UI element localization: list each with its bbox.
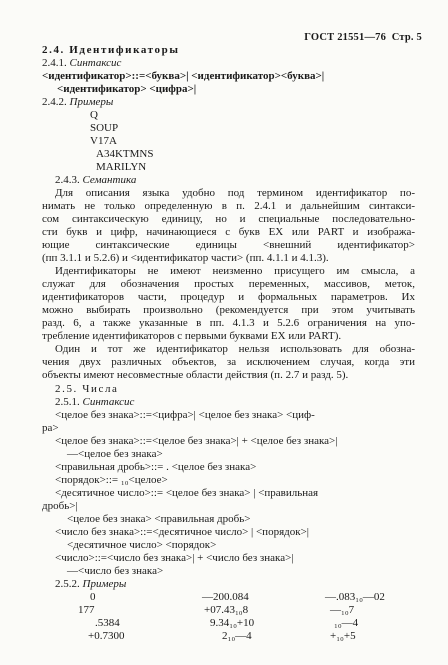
- paragraph-line: служат для обозначения простых переменных, массивов, меток,: [42, 278, 415, 290]
- paragraph-line: нимать не только определенную в п. 2.4.1 и дальнейшим синтакси-: [42, 200, 415, 212]
- section-title-identifiers: 2.4. Идентификаторы: [42, 44, 180, 56]
- syntax-line: дробь>|: [42, 500, 78, 512]
- number-example: —₁₀7: [330, 604, 355, 616]
- number-example: 2₁₀—4: [222, 630, 252, 642]
- number-example: 177: [78, 604, 95, 616]
- syntax-title: 2.5.1. Синтаксис: [55, 396, 135, 408]
- paragraph-line: чения двух различных объектов, за исключением случая, когда эти: [42, 356, 415, 368]
- syntax-line: <десятичное число> <порядок>: [67, 539, 217, 551]
- paragraph-line: Идентификаторы не имеют неизменно присущего им смысла, а: [55, 265, 415, 277]
- syntax-line: <целое без знака>::=<цифра>| <целое без знака> <циф-: [55, 409, 315, 421]
- syntax-line: <правильная дробь>::= . <целое без знака>: [55, 461, 257, 473]
- number-example: +07.43₁₀8: [204, 604, 249, 616]
- number-example: +₁₀+5: [330, 630, 356, 642]
- examples-title: 2.5.2. Примеры: [55, 578, 127, 590]
- examples-title: 2.4.2. Примеры: [42, 96, 114, 108]
- paragraph-line: Для описания языка удобно под термином идентификатор по-: [55, 187, 415, 199]
- paragraph-line: разд. 6, а также указанные в пп. 4.1.3 и 5.2.6 ограничения на упо-: [42, 317, 415, 329]
- gost-number: ГОСТ 21551—76: [304, 32, 387, 43]
- example-identifier: MARILYN: [96, 161, 147, 173]
- number-example: +0.7300: [88, 630, 125, 642]
- example-identifier: A34KTMNS: [96, 148, 154, 160]
- paragraph-line: можно выбирать произвольно (рекомендуется при этом учитывать: [42, 304, 415, 316]
- syntax-line: <целое без знака>::=<целое без знака>| + <целое без знака>|: [55, 435, 338, 447]
- number-example: —.083₁₀—02: [325, 591, 385, 603]
- page-number: Стр. 5: [391, 32, 422, 43]
- number-example: 0: [90, 591, 96, 603]
- semantics-title: 2.4.3. Семантика: [55, 174, 137, 186]
- example-identifier: V17A: [90, 135, 117, 147]
- paragraph-line: (пп 3.1.1 и 5.2.6) и <идентификатор части> (пп. 4.1.1 и 4.1.3).: [42, 252, 329, 264]
- number-example: —200.084: [202, 591, 249, 603]
- paragraph-line: сти букв и цифр, начинающиеся с букв EX или PART и изобража-: [42, 226, 415, 238]
- paragraph-line: ющие синтаксические единицы <внешний идентификатор>: [42, 239, 415, 251]
- syntax-line: <десятичное число>::= <целое без знака> | <правильная: [55, 487, 319, 499]
- paragraph-line: сом синтаксическую единицу, но и специальные последовательно-: [42, 213, 415, 225]
- syntax-line: <число без знака>::=<десятичное число> | <порядок>|: [55, 526, 309, 538]
- syntax-line: <целое без знака> <правильная дробь>: [67, 513, 251, 525]
- syntax-line: <идентификатор> <цифра>|: [57, 83, 197, 95]
- number-example: ₁₀—4: [334, 617, 359, 629]
- syntax-line: <порядок>::= ₁₀<целое>: [55, 474, 168, 486]
- number-example: .5384: [95, 617, 120, 629]
- syntax-line: <число>::=<число без знака>| + <число без знака>|: [55, 552, 294, 564]
- syntax-line: —<число без знака>: [67, 565, 164, 577]
- page-header: [304, 31, 422, 44]
- paragraph-line: идентификаторов части, процедур и формальных параметров. Их: [42, 291, 415, 303]
- paragraph-line: Один и тот же идентификатор нельзя использовать для обозна-: [55, 343, 415, 355]
- section-title-numbers: 2.5. Числа: [55, 383, 119, 395]
- syntax-line: ра>: [42, 422, 59, 434]
- syntax-line: <идентификатор>::=<буква>| <идентификатор><буква>|: [42, 70, 325, 82]
- number-example: 9.34₁₀+10: [210, 617, 255, 629]
- syntax-title: 2.4.1. Синтаксис: [42, 57, 122, 69]
- paragraph-line: объекты имеют несовместные области действия (п. 2.7 и разд. 5).: [42, 369, 349, 381]
- syntax-line: —<целое без знака>: [67, 448, 163, 460]
- example-identifier: SOUP: [90, 122, 119, 134]
- example-identifier: Q: [90, 109, 98, 121]
- paragraph-line: требление идентификаторов с первыми буквами EX или PART).: [42, 330, 342, 342]
